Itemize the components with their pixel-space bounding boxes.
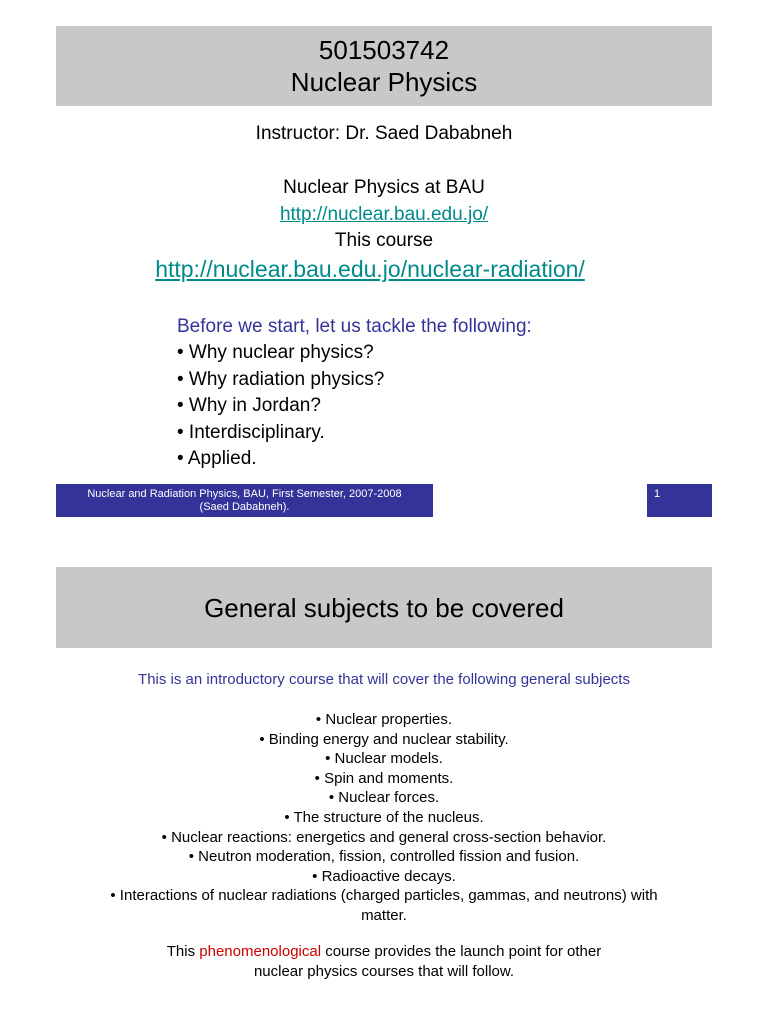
closing-line-2: nuclear physics courses that will follow.	[253, 963, 515, 980]
footer-author: (Saed Dababneh).	[199, 500, 290, 513]
list-item: • Interactions of nuclear radiations (charged particles, gammas, and neutrons) with	[110, 887, 658, 905]
subjects-intro: This is an introductory course that will cover the following general subjects	[138, 671, 630, 688]
list-item: • Nuclear reactions: energetics and general cross-section behavior.	[161, 828, 607, 846]
list-item: matter.	[361, 906, 407, 924]
closing-line-1	[0, 942, 768, 962]
slide1-title-box	[56, 26, 712, 106]
list-item: • The structure of the nucleus.	[284, 808, 484, 826]
list-item: • Nuclear models.	[325, 750, 443, 768]
course-link-line	[0, 255, 754, 283]
slide-footer	[56, 484, 433, 517]
list-item: • Nuclear forces.	[328, 789, 440, 807]
closing-suffix: course provides the launch point for other	[321, 943, 602, 960]
list-item: • Neutron moderation, fission, controlled fission and fusion.	[188, 848, 580, 866]
closing-prefix: This	[166, 943, 200, 960]
list-item: • Why nuclear physics?	[177, 342, 374, 364]
course-code: 501503742	[318, 35, 450, 65]
course-link[interactable]: http://nuclear.bau.edu.jo/nuclear-radiation/	[155, 256, 585, 282]
page-number-box	[647, 484, 712, 517]
footer-course-info: Nuclear and Radiation Physics, BAU, First Semester, 2007-2008	[87, 487, 402, 500]
bau-link[interactable]: http://nuclear.bau.edu.jo/	[279, 204, 489, 225]
slide2-title-box	[56, 567, 712, 648]
page-number: 1	[654, 488, 661, 500]
closing-text	[0, 942, 768, 982]
list-item: • Why radiation physics?	[177, 368, 385, 390]
at-bau-label: Nuclear Physics at BAU	[283, 177, 485, 198]
topics-list	[0, 710, 768, 926]
list-item: • Nuclear properties.	[315, 711, 453, 728]
course-name: Nuclear Physics	[290, 67, 478, 97]
discussion-heading: Before we start, let us tackle the following:	[177, 316, 532, 337]
closing-highlight: phenomenological	[199, 943, 322, 960]
list-item: • Applied.	[177, 448, 257, 470]
list-item: • Why in Jordan?	[177, 395, 321, 417]
list-item: • Radioactive decays.	[312, 867, 456, 885]
slide2-title: General subjects to be covered	[204, 592, 564, 623]
this-course-label: This course	[334, 230, 434, 251]
instructor-line: Instructor: Dr. Saed Dababneh	[255, 123, 513, 144]
list-item: • Binding energy and nuclear stability.	[259, 730, 509, 748]
list-item: • Interdisciplinary.	[177, 421, 325, 443]
discussion-list	[177, 314, 532, 472]
bau-link-line	[0, 203, 768, 227]
list-item: • Spin and moments.	[314, 769, 454, 787]
